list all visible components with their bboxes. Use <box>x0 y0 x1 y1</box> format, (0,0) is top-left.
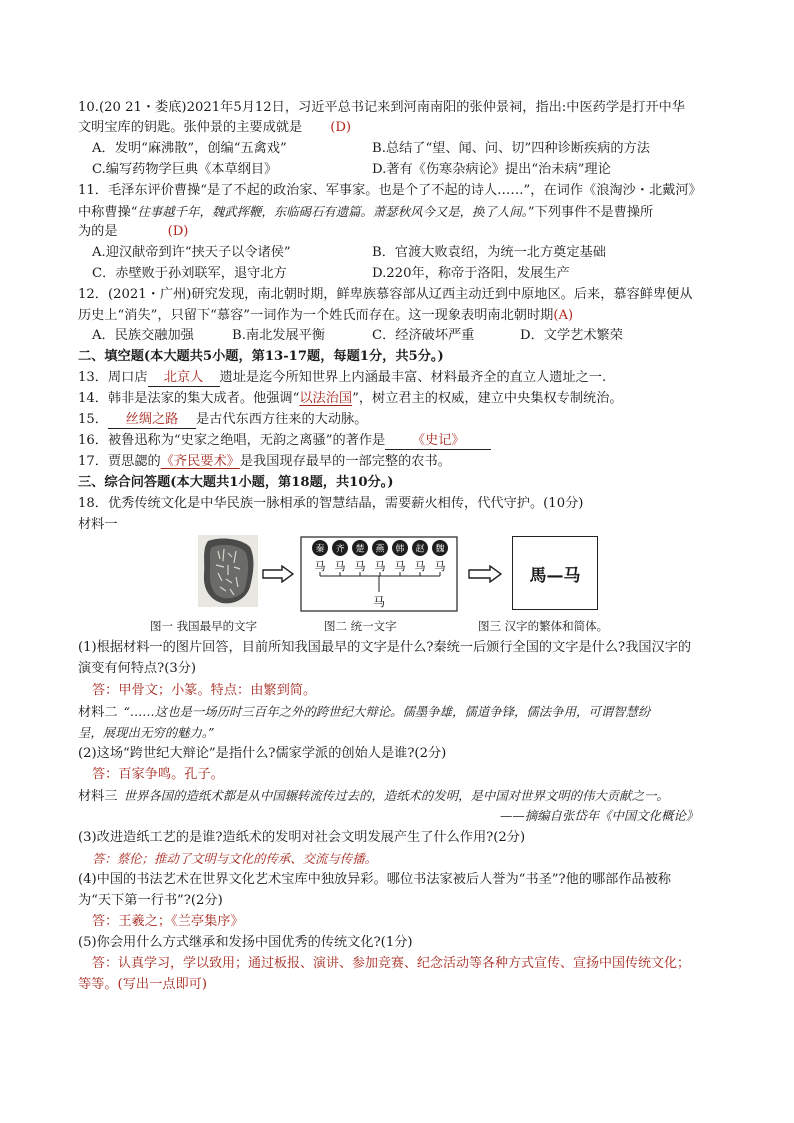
q11-option-b: B．官渡大败袁绍，为统一北方奠定基础 <box>372 245 606 260</box>
section-2-heading: 二、填空题(本大题共5小题，第13-17题，每题1分，共5分。) <box>78 349 444 364</box>
q18-3-answer: 答：蔡伦；推动了文明与文化的传承、交流与传播。 <box>92 851 377 866</box>
q14-pre: 14．韩非是法家的集大成者。他强调“ <box>78 391 300 406</box>
q15-answer-blank: 丝绸之路 <box>108 411 196 429</box>
q12-stem-line1: 12．(2021・广州)研究发现，南北朝时期，鲜卑族慕容部从辽西主动迁到中原地区。后来，慕容鲜卑便从 <box>78 287 693 302</box>
q11-option-a: A.迎汉献帝到许“挟天子以令诸侯” <box>92 245 291 260</box>
fig2-variant-char: 马 <box>394 560 406 573</box>
q18-1-line1: (1)根据材料一的图片回答，目前所知我国最早的文字是什么?秦统一后颁行全国的文字是什么?我国汉字的 <box>78 640 692 655</box>
figure-2-unified-script <box>300 536 458 616</box>
q17-line <box>78 452 728 472</box>
arrow-icon-1 <box>262 565 294 587</box>
q10-option-a: A．发明“麻沸散”，创编“五禽戏” <box>92 141 287 156</box>
q13-line <box>78 368 728 388</box>
fig2-state-name: 楚 <box>355 544 365 555</box>
q11-option-c: C．赤壁败于孙刘联军，退守北方 <box>92 266 287 281</box>
q18-2-question: (2)这场“跨世纪大辩论”是指什么?儒家学派的创始人是谁?(2分) <box>78 746 447 761</box>
q12-option-a: A．民族交融加强 <box>92 328 194 343</box>
q11-poem-quote: 往事越千年，魏武挥鞭，东临碣石有遗篇。萧瑟秋风今又是，换了人间。 <box>137 204 528 219</box>
q18-1-answer: 答：甲骨文；小篆。特点：由繁到简。 <box>92 683 317 698</box>
q15-post: 是古代东西方往来的大动脉。 <box>195 412 368 427</box>
q12-stem-text: 历史上“消失”，只留下“慕容”一词作为一个姓氏而存在。这一现象表明南北朝时期 <box>78 308 554 323</box>
q12-option-d: D．文学艺术繁荣 <box>520 328 623 343</box>
q10-option-b: B.总结了“望、闻、问、切”四种诊断疾病的方法 <box>372 141 650 156</box>
q18-5-answer-line2: 等等。(写出一点即可) <box>78 977 207 992</box>
material-2-text-1: “……这也是一场历时三百年之外的跨世纪大辩论。儒墨争雄，儒道争锋，儒法争用，可谓智慧纷 <box>123 704 651 719</box>
q10-stem-line2 <box>78 118 728 138</box>
fig2-variant-char: 马 <box>434 560 446 573</box>
q11-stem-line3 <box>78 222 728 242</box>
fig2-variant-char: 马 <box>414 560 426 573</box>
q18-3-question: (3)改进造纸工艺的是谁?造纸术的发明对社会文明发展产生了什么作用?(2分) <box>78 830 526 845</box>
q11-stem-post: ”下列事件不是曹操所 <box>527 205 654 220</box>
material-3-text: 世界各国的造纸术都是从中国辗转流传过去的，造纸术的发明，是中国对世界文明的伟大贡献之一。 <box>123 788 669 803</box>
q18-1-line2: 演变有何特点?(3分) <box>78 661 197 676</box>
fig2-state-name: 魏 <box>435 544 445 555</box>
q17-pre: 17．贾思勰的 <box>78 454 161 469</box>
fig2-state-name: 秦 <box>315 544 325 555</box>
fig2-variant-char: 马 <box>334 560 346 573</box>
q14-answer: 以法治国 <box>299 391 353 406</box>
figure-1-caption: 图一 我国最早的文字 <box>150 619 258 633</box>
section-3-heading: 三、综合问答题(本大题共1小题，第18题，共10分。) <box>78 475 394 490</box>
material-2-line1 <box>78 702 728 723</box>
q17-answer: 《齐民要术》 <box>160 454 240 469</box>
q18-2-answer: 答：百家争鸣。孔子。 <box>92 767 224 782</box>
fig2-state-name: 韩 <box>395 544 405 555</box>
q13-pre: 13．周口店 <box>78 370 148 385</box>
material-2-line2: 呈，展现出无穷的魅力。” <box>78 725 215 740</box>
q10-option-d: D.著有《伤寒杂病论》提出“治未病”理论 <box>372 162 611 177</box>
q10-stem-line1: 10.(20 21・娄底)2021年5月12日，习近平总书记来到河南南阳的张仲景祠，指出:中医药学是打开中华 <box>78 100 685 115</box>
q10-option-c: C.编写药物学巨典《本草纲目》 <box>92 162 278 177</box>
q18-stem: 18．优秀传统文化是中华民族一脉相承的智慧结晶，需要薪火相传，代代守护。(10分) <box>78 496 584 511</box>
q16-pre: 16．被鲁迅称为“史家之绝唱，无韵之离骚”的著作是 <box>78 433 386 448</box>
q18-4-answer: 答：王羲之；《兰亭集序》 <box>92 914 244 929</box>
material-1-label: 材料一 <box>78 517 118 532</box>
material-3-line1 <box>78 786 728 807</box>
figure-1-oracle-bone-image <box>198 535 258 611</box>
fig2-state-name: 燕 <box>375 544 385 555</box>
q11-stem-line2 <box>78 202 728 223</box>
q12-answer: (A) <box>553 308 574 323</box>
fig2-state-name: 赵 <box>415 544 425 555</box>
fig2-variant-char: 马 <box>354 560 366 573</box>
material-2-label: 材料二 <box>78 705 118 720</box>
figure-3-caption: 图三 汉字的繁体和简体。 <box>478 619 609 633</box>
q16-answer-blank: 《史记》 <box>385 432 491 450</box>
q11-answer: (D) <box>167 224 189 239</box>
q11-stem-text: 为的是 <box>78 224 118 239</box>
figure-3-traditional-simplified <box>512 536 598 610</box>
q15-line <box>78 410 728 430</box>
fig2-variant-char: 马 <box>314 560 326 573</box>
q10-answer: (D) <box>330 120 352 135</box>
q12-option-b: B.南北发展平衡 <box>232 328 326 343</box>
fig3-text: 馬—马 <box>529 565 581 586</box>
q16-line <box>78 431 728 451</box>
fig2-variant-char: 马 <box>374 560 386 573</box>
q14-post: ”，树立君主的权威，建立中央集权专制统治。 <box>352 391 623 406</box>
q18-4-line1: (4)中国的书法艺术在世界文化艺术宝库中独放异彩。哪位书法家被后人誉为“书圣”?他的哪部作品被称 <box>78 872 672 887</box>
material-3-label: 材料三 <box>78 789 118 804</box>
q11-option-d: D.220年，称帝于洛阳，发展生产 <box>372 266 570 281</box>
q13-post: 遗址是迄今所知世界上内涵最丰富、材料最齐全的直立人遗址之一. <box>219 370 607 385</box>
fig2-unified-char: 马 <box>372 595 386 609</box>
arrow-icon-2 <box>468 565 502 587</box>
q14-line <box>78 389 728 409</box>
q12-option-c: C．经济破坏严重 <box>372 328 475 343</box>
material-3-source: ——摘编自张岱年《中国文化概论》 <box>500 808 699 823</box>
q17-post: 是我国现存最早的一部完整的农书。 <box>239 454 451 469</box>
q12-stem-line2 <box>78 306 728 326</box>
q13-answer-blank: 北京人 <box>148 369 220 387</box>
q18-4-line2: 为“天下第一行书”?(2分) <box>78 893 223 908</box>
figure-2-caption: 图二 统一文字 <box>324 619 397 633</box>
q18-5-answer-line1: 答：认真学习，学以致用；通过板报、演讲、参加竞赛、纪念活动等各种方式宣传、宣扬中国传统文化； <box>92 956 691 971</box>
q18-5-question: (5)你会用什么方式继承和发扬中国优秀的传统文化?(1分) <box>78 935 413 950</box>
fig2-state-name: 齐 <box>335 544 345 555</box>
q11-stem-line1: 11．毛泽东评价曹操“是了不起的政治家、军事家。也是个了不起的诗人……”，在词作《浪淘沙・北戴河》 <box>78 183 702 198</box>
q11-stem-pre: 中称曹操“ <box>78 205 138 220</box>
q15-pre: 15． <box>78 412 108 427</box>
q10-stem-text: 文明宝库的钥匙。张仲景的主要成就是 <box>78 120 303 135</box>
